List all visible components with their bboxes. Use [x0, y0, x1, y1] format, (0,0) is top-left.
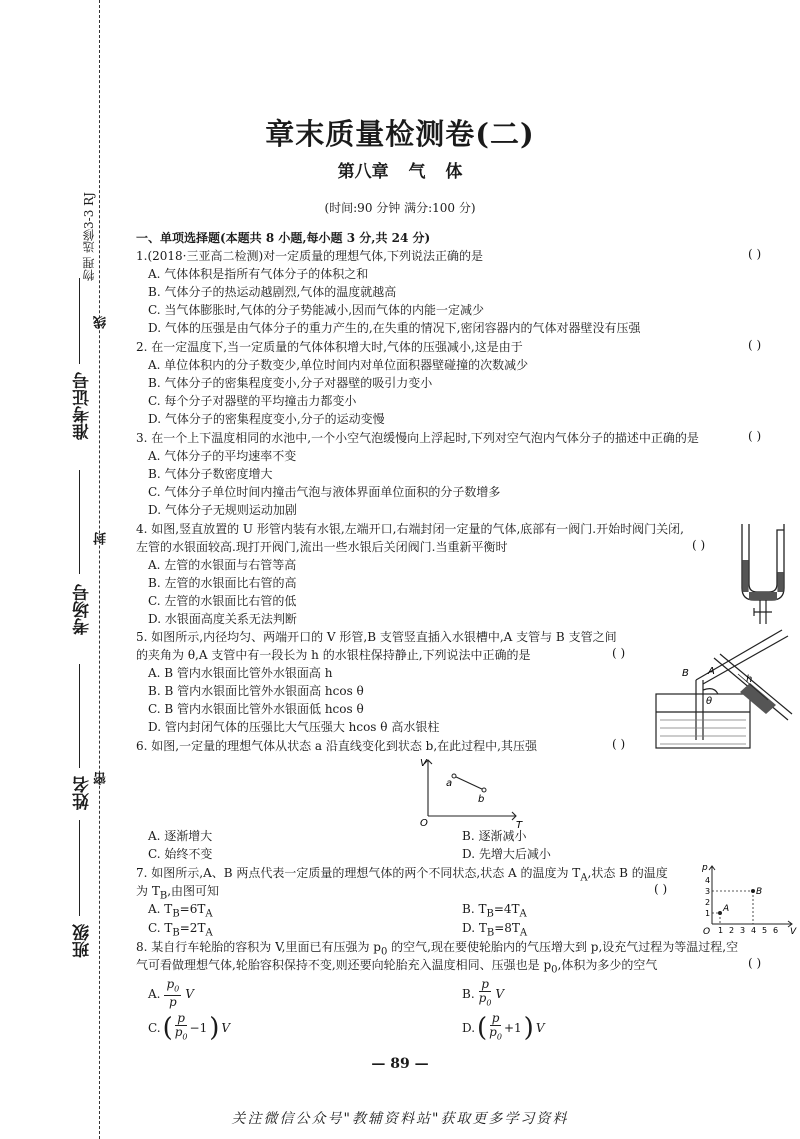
- q3-answer-blank[interactable]: ( ): [748, 429, 762, 443]
- q3-option-c[interactable]: C. 气体分子单位时间内撞击气泡与液体界面单位面积的分子数增多: [148, 485, 501, 499]
- room-number-label: 考场号: [73, 584, 93, 635]
- q2-option-c[interactable]: C. 每个分子对器壁的平均撞击力都变小: [148, 394, 357, 408]
- q8-answer-blank[interactable]: ( ): [748, 956, 762, 970]
- q2-answer-blank[interactable]: ( ): [748, 338, 762, 352]
- q1-stem: 1.(2018·三亚高二检测)对一定质量的理想气体,下列说法正确的是: [136, 249, 483, 263]
- q6-option-c[interactable]: C. 始终不变: [148, 847, 213, 861]
- q7-stem-line1: 7. 如图所示,A、B 两点代表一定质量的理想气体的两个不同状态,状态 A 的温度为 $T_A$,状态 B 的温度: [136, 866, 668, 884]
- q7-a-label: A: [723, 904, 730, 914]
- chapter-title: 第八章 气 体: [337, 162, 463, 182]
- q8-option-b[interactable]: B. p $p_0$ V: [462, 977, 505, 1008]
- q5-option-a[interactable]: A. B 管内水银面比管外水银面高 h: [148, 666, 333, 680]
- q6-a-label: a: [446, 778, 453, 789]
- q3-option-a[interactable]: A. 气体分子的平均速率不变: [148, 449, 297, 463]
- q5-fig-a-label: A: [708, 666, 715, 677]
- q7-stem-line2: 为 $T_B$,由图可知: [136, 884, 220, 902]
- q5-option-b[interactable]: B. B 管内水银面比管外水银面高 hcos θ: [148, 684, 364, 698]
- q7-option-a[interactable]: A. $T_B=6T_A$: [148, 902, 213, 920]
- q1-option-d[interactable]: D. 气体的压强是由气体分子的重力产生的,在失重的情况下,密闭容器内的气体对器壁没有压强: [148, 321, 641, 335]
- q5-stem-line2: 的夹角为 θ,A 支管中有一段长为 h 的水银柱保持静止,下列说法中正确的是: [136, 648, 531, 662]
- q6-vt-graph: [414, 754, 524, 830]
- q5-stem-line1: 5. 如图所示,内径均匀、两端开口的 V 形管,B 支管竖直插入水银槽中,A 支管与 B 支管之间: [136, 630, 617, 644]
- q7-xtick-4: 4: [751, 926, 757, 935]
- cut-line-mark: 线: [94, 316, 109, 329]
- q7-ytick-4: 4: [705, 876, 711, 885]
- q7-point-a: [718, 911, 722, 915]
- exam-number-label: 准考证号: [73, 372, 93, 440]
- q7-v-label: V: [790, 927, 797, 936]
- name-field[interactable]: [79, 664, 80, 768]
- q7-b-label: B: [756, 887, 763, 897]
- q6-answer-blank[interactable]: ( ): [612, 737, 626, 751]
- q3-stem: 3. 在一个上下温度相同的水池中,一个小空气泡缓慢向上浮起时,下列对空气泡内气体分子的描述中正确的是: [136, 431, 699, 445]
- q7-ytick-2: 2: [705, 898, 711, 907]
- q6-stem: 6. 如图,一定量的理想气体从状态 a 沿直线变化到状态 b,在此过程中,其压强: [136, 739, 537, 753]
- q6-option-d[interactable]: D. 先增大后减小: [462, 847, 551, 861]
- q7-answer-blank[interactable]: ( ): [654, 882, 668, 896]
- q4-stem-line1: 4. 如图,竖直放置的 U 形管内装有水银,左端开口,右端封闭一定量的气体,底部有一阀门.开始时阀门关闭,: [136, 522, 684, 536]
- q5-fig-theta-label: θ: [706, 696, 713, 707]
- q6-b-label: b: [478, 794, 485, 805]
- q6-point-a: [452, 774, 456, 778]
- q6-v-label: V: [420, 758, 427, 769]
- q2-option-d[interactable]: D. 气体分子的密集程度变小,分子的运动变慢: [148, 412, 385, 426]
- q7-origin-label: O: [703, 927, 711, 936]
- q4-option-d[interactable]: D. 水银面高度关系无法判断: [148, 612, 297, 626]
- page-number: — 89 —: [371, 1056, 429, 1072]
- q7-xtick-3: 3: [740, 926, 746, 935]
- q8-option-d[interactable]: D. ( p $p_0$ +1 ) V: [462, 1011, 545, 1043]
- exam-number-field[interactable]: [79, 278, 80, 364]
- q3-option-d[interactable]: D. 气体分子无规则运动加剧: [148, 503, 297, 517]
- time-info: (时间:90 分钟 满分:100 分): [324, 201, 476, 215]
- q4-stem-line2: 左管的水银面较高.现打开阀门,流出一些水银后关闭阀门.当重新平衡时: [136, 540, 508, 554]
- q5-option-c[interactable]: C. B 管内水银面比管外水银面低 hcos θ: [148, 702, 364, 716]
- q7-xtick-6: 6: [773, 926, 779, 935]
- q5-v-tube-figure: [652, 628, 794, 752]
- q1-option-a[interactable]: A. 气体体积是指所有气体分子的体积之和: [148, 267, 369, 281]
- page-title: 章末质量检测卷(二): [265, 117, 535, 151]
- q7-option-b[interactable]: B. $T_B=4T_A$: [462, 902, 527, 920]
- q2-stem: 2. 在一定温度下,当一定质量的气体体积增大时,气体的压强减小,这是由于: [136, 340, 523, 354]
- q6-option-a[interactable]: A. 逐渐增大: [148, 829, 213, 843]
- q5-answer-blank[interactable]: ( ): [612, 646, 626, 660]
- q7-pv-graph: [700, 862, 798, 936]
- q2-option-b[interactable]: B. 气体分子的密集程度变小,分子对器壁的吸引力变小: [148, 376, 433, 390]
- q5-fig-h-label: h: [746, 674, 753, 685]
- seal-mark: 封: [94, 532, 109, 545]
- q7-xtick-5: 5: [762, 926, 768, 935]
- q8-option-c[interactable]: C. ( p $p_0$ −1 ) V: [148, 1011, 231, 1043]
- q7-ytick-1: 1: [705, 909, 711, 918]
- q1-answer-blank[interactable]: ( ): [748, 247, 762, 261]
- section-heading: 一、单项选择题(本题共 8 小题,每小题 3 分,共 24 分): [136, 231, 431, 245]
- q7-xtick-1: 1: [718, 926, 724, 935]
- name-label: 姓名: [73, 776, 93, 810]
- footer-note: 关注微信公众号"教辅资料站"获取更多学习资料: [231, 1111, 569, 1127]
- q8-option-a[interactable]: A. $p_0$ p V: [148, 977, 194, 1010]
- q6-origin-label: O: [420, 818, 428, 829]
- q5-fig-b-label: B: [682, 668, 689, 679]
- q5-option-d[interactable]: D. 管内封闭气体的压强比大气压强大 hcos θ 高水银柱: [148, 720, 440, 734]
- q2-option-a[interactable]: A. 单位体积内的分子数变少,单位时间内对单位面积器壁碰撞的次数减少: [148, 358, 529, 372]
- q7-p-label: p: [702, 863, 708, 873]
- q1-option-c[interactable]: C. 当气体膨胀时,气体的分子势能减小,因而气体的内能一定减少: [148, 303, 485, 317]
- q4-answer-blank[interactable]: ( ): [692, 538, 706, 552]
- secret-mark: 密: [94, 772, 109, 785]
- q3-option-b[interactable]: B. 气体分子数密度增大: [148, 467, 273, 481]
- q4-u-tube-figure: [736, 520, 792, 632]
- subject-label: 物理 选修3-3 RJ: [82, 192, 96, 281]
- q7-xtick-2: 2: [729, 926, 735, 935]
- q8-stem-line2: 气可看做理想气体,轮胎容积保持不变,则还要向轮胎充入温度相同、压强也是 $p_0$,体积为多少的空气: [136, 958, 658, 976]
- q7-ytick-3: 3: [705, 887, 711, 896]
- q8-stem-line1: 8. 某自行车轮胎的容积为 V,里面已有压强为 $p_0$ 的空气,现在要使轮胎内的气压增大到 p,设充气过程为等温过程,空: [136, 940, 739, 958]
- room-number-field[interactable]: [79, 470, 80, 574]
- class-field[interactable]: [79, 820, 80, 916]
- q6-t-label: T: [516, 820, 523, 830]
- q1-option-b[interactable]: B. 气体分子的热运动越剧烈,气体的温度就越高: [148, 285, 397, 299]
- q7-point-b: [751, 889, 755, 893]
- q4-option-c[interactable]: C. 左管的水银面比右管的低: [148, 594, 297, 608]
- q4-option-b[interactable]: B. 左管的水银面比右管的高: [148, 576, 297, 590]
- class-label: 班级: [73, 924, 93, 958]
- q6-process-line: [454, 776, 484, 790]
- q6-option-b[interactable]: B. 逐渐减小: [462, 829, 527, 843]
- q7-option-c[interactable]: C. $T_B=2T_A$: [148, 921, 213, 939]
- q6-point-b: [482, 788, 486, 792]
- q4-option-a[interactable]: A. 左管的水银面与右管等高: [148, 558, 297, 572]
- q7-option-d[interactable]: D. $T_B=8T_A$: [462, 921, 528, 939]
